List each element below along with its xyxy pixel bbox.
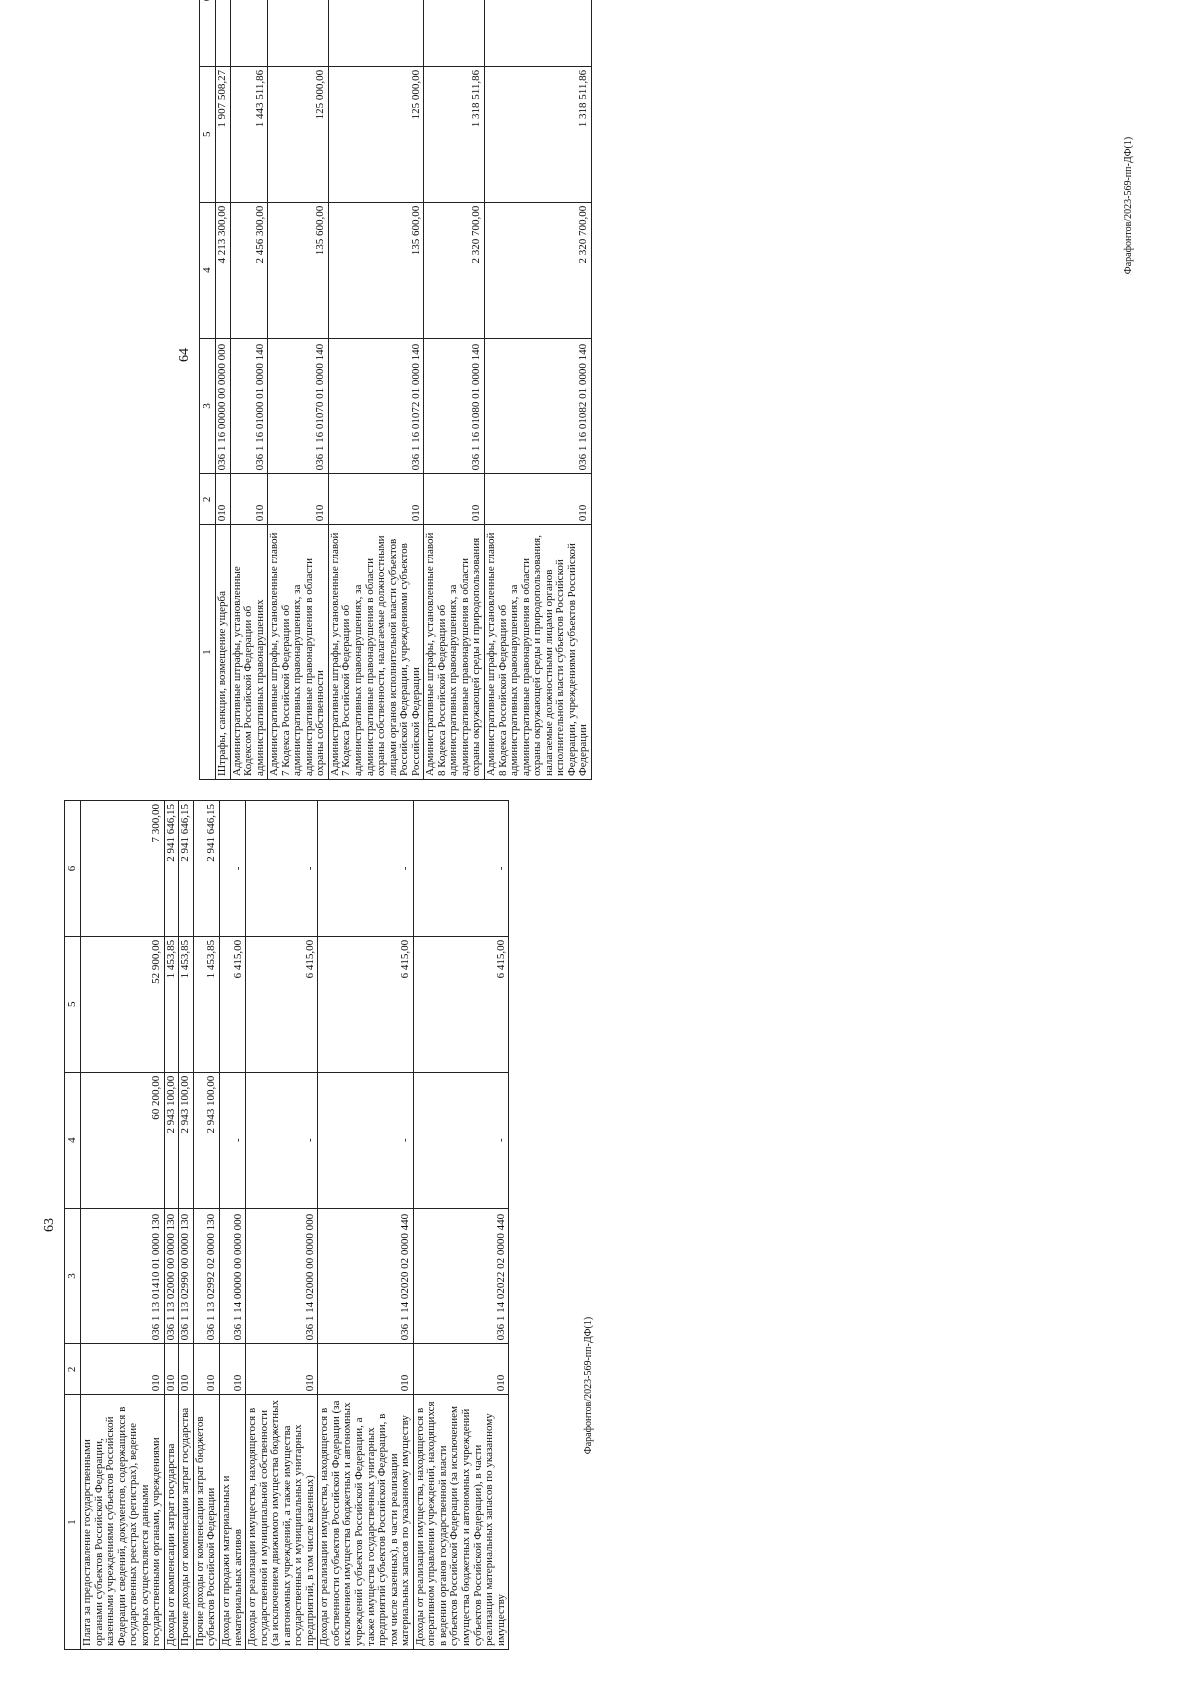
row-code-cell: 010: [268, 474, 329, 525]
row-col6-cell: -: [413, 801, 508, 937]
row-name-cell: Административные штрафы, установленные главой 8 Кодекса Российской Федерации об административных правонарушениях, за административные правонарушения в области охраны окружающей среды и природопользования, налагаемые должностными лицами органов исполнительной власти субъектов Российской Федерации, учреждениями субъектов Российской Федерации: [485, 525, 592, 780]
row-code-cell: 010: [230, 474, 268, 525]
row-name-cell: Административные штрафы, установленные Кодексом Российской Федерации об административных правонарушениях: [230, 525, 268, 780]
row-kbk-cell: 036 1 16 00000 00 0000 000: [216, 338, 231, 474]
header-cell: 5: [65, 936, 81, 1072]
budget-table-63: [64, 800, 509, 1650]
table-row: [193, 801, 219, 1650]
row-col4-cell: 2 320 700,00: [424, 202, 485, 338]
row-col4-cell: -: [413, 1072, 508, 1208]
header-cell: [200, 0, 216, 66]
row-code-cell: 010: [179, 1344, 194, 1395]
row-col6-cell: 2 941 646,15: [164, 801, 179, 937]
row-col5-cell: 1 318 511,86: [424, 66, 485, 202]
row-kbk-cell: 036 1 16 01000 01 0000 140: [230, 338, 268, 474]
row-code-cell: 010: [424, 474, 485, 525]
table-row: [328, 0, 423, 780]
row-code-cell: 010: [81, 1344, 165, 1395]
row-kbk-cell: 036 1 16 01070 01 0000 140: [268, 338, 329, 474]
row-col4-cell: -: [318, 1072, 413, 1208]
row-col5-cell: 1 443 511,86: [230, 66, 268, 202]
header-cell: 3: [200, 338, 216, 474]
table-row: [81, 801, 165, 1650]
row-code-cell: 010: [164, 1344, 179, 1395]
row-kbk-cell: 036 1 13 01410 01 0000 130: [81, 1208, 165, 1344]
row-name-cell: Административные штрафы, установленные главой 8 Кодекса Российской Федерации об административных правонарушениях, за административные правонарушения в области охраны окружающей среды и природопользования: [424, 525, 485, 780]
row-col5-cell: 6 415,00: [413, 936, 508, 1072]
header-cell: 2: [200, 474, 216, 525]
row-name-cell: Административные штрафы, установленные главой 7 Кодекса Российской Федерации об административных правонарушениях, за административные правонарушения в области охраны собственности: [268, 525, 329, 780]
row-name-cell: Плата за предоставление государственными органами субъектов Российской Федерации, казенными учреждениями субъектов Российской Федерации сведений, документов, содержащихся в государственных реестрах (регистрах), ведение которых осуществляется данными государственными органами, учреждениями: [81, 1395, 165, 1650]
row-code-cell: 010: [220, 1344, 246, 1395]
row-kbk-cell: 036 1 14 02022 02 0000 440: [413, 1208, 508, 1344]
table-row: [424, 0, 485, 780]
row-name-cell: Штрафы, санкции, возмещение ущерба: [216, 525, 231, 780]
table-row: [230, 0, 268, 780]
table-header-row: [65, 801, 81, 1650]
header-cell: 3: [65, 1208, 81, 1344]
row-col4-cell: 135 600,00: [268, 202, 329, 338]
row-col6-cell: -: [246, 801, 318, 937]
row-col4-cell: -: [220, 1072, 246, 1208]
row-col4-cell: 2 456 300,00: [230, 202, 268, 338]
footer-reference: Фарафонтов/2023-569-пп-ДФ(1): [1123, 136, 1135, 275]
row-code-cell: 010: [246, 1344, 318, 1395]
row-col5-cell: 1 907 508,27: [216, 66, 231, 202]
row-kbk-cell: 036 1 16 01080 01 0000 140: [424, 338, 485, 474]
header-cell: 5: [200, 66, 216, 202]
row-name-cell: Доходы от продажи материальных и нематериальных активов: [220, 1395, 246, 1650]
row-name-cell: Доходы от реализации имущества, находящегося в оперативном управлении учреждений, находящихся в ведении органов государственной власти субъектов Российской Федерации (за исключением имущества бюджетных и автономных учреждений субъектов Российской Федерации), в части реализации материальных запасов по указанному имуществу: [413, 1395, 508, 1650]
row-code-cell: 010: [318, 1344, 413, 1395]
row-name-cell: Прочие доходы от компенсации затрат бюджетов субъектов Российской Федерации: [193, 1395, 219, 1650]
row-kbk-cell: 036 1 13 02000 00 0000 130: [164, 1208, 179, 1344]
row-col5-cell: 1 318 511,86: [485, 66, 592, 202]
row-kbk-cell: 036 1 16 01072 01 0000 140: [328, 338, 423, 474]
page-64: [175, 0, 875, 780]
table-row: [164, 801, 179, 1650]
row-col5-cell: 1 453,85: [193, 936, 219, 1072]
row-col4-cell: 2 943 100,00: [179, 1072, 194, 1208]
row-kbk-cell: 036 1 13 02992 02 0000 130: [193, 1208, 219, 1344]
row-name-cell: Административные штрафы, установленные главой 7 Кодекса Российской Федерации об административных правонарушениях, за административные правонарушения в области охраны собственности, налагаемые должностными лицами органов исполнительной власти субъектов Российской Федерации, учреждениями субъектов Российской Федерации: [328, 525, 423, 780]
row-col4-cell: 60 200,00: [81, 1072, 165, 1208]
row-col6-cell: -: [220, 801, 246, 937]
header-cell: 4: [200, 202, 216, 338]
row-col4-cell: 2 943 100,00: [164, 1072, 179, 1208]
table-row: [268, 0, 329, 780]
row-col4-cell: 2 943 100,00: [193, 1072, 219, 1208]
header-cell: 6: [65, 801, 81, 937]
row-col5-cell: 6 415,00: [220, 936, 246, 1072]
row-code-cell: 010: [193, 1344, 219, 1395]
row-col6-cell: 7 300,00: [81, 801, 165, 937]
row-kbk-cell: 036 1 14 02020 02 0000 440: [318, 1208, 413, 1344]
row-name-cell: Доходы от реализации имущества, находящегося в собственности субъектов Российской Федерации (за исключением имущества бюджетных и автономных учреждений субъектов Российской Федерации, а также имущества государственных унитарных предприятий субъектов Российской Федерации, в том числе казенных), в части реализации материальных запасов по указанному имуществу: [318, 1395, 413, 1650]
row-col6-cell: [328, 0, 423, 66]
row-col6-cell: [230, 0, 268, 66]
row-code-cell: 010: [328, 474, 423, 525]
row-code-cell: 010: [413, 1344, 508, 1395]
page-number: 64: [177, 348, 192, 362]
row-col5-cell: 125 000,00: [268, 66, 329, 202]
row-col6-cell: 2 941 646,15: [193, 801, 219, 937]
row-code-cell: 010: [216, 474, 231, 525]
row-name-cell: Доходы от компенсации затрат государства: [164, 1395, 179, 1650]
row-col4-cell: -: [246, 1072, 318, 1208]
row-col6-cell: [485, 0, 592, 66]
row-name-cell: Прочие доходы от компенсации затрат государства: [179, 1395, 194, 1650]
page-63: [40, 800, 680, 1650]
row-col6-cell: [424, 0, 485, 66]
page-number: 63: [42, 1218, 57, 1232]
row-col6-cell: [268, 0, 329, 66]
row-kbk-cell: 036 1 14 02000 00 0000 000: [246, 1208, 318, 1344]
header-cell: 1: [200, 525, 216, 780]
row-col5-cell: 52 900,00: [81, 936, 165, 1072]
row-kbk-cell: 036 1 14 00000 00 0000 000: [220, 1208, 246, 1344]
row-col5-cell: 1 453,85: [164, 936, 179, 1072]
table-row: [216, 0, 231, 780]
row-col4-cell: 2 320 700,00: [485, 202, 592, 338]
budget-table-64: [199, 0, 592, 780]
row-col6-cell: 2 941 646,15: [179, 801, 194, 937]
table-row: [220, 801, 246, 1650]
table-row: [318, 801, 413, 1650]
row-kbk-cell: 036 1 16 01082 01 0000 140: [485, 338, 592, 474]
row-col6-cell: -: [318, 801, 413, 937]
table-row: [485, 0, 592, 780]
row-name-cell: Доходы от реализации имущества, находящегося в государственной и муниципальной собственности (за исключением движимого имущества бюджетных и автономных учреждений, а также имущества государственных и муниципальных унитарных предприятий, в том числе казенных): [246, 1395, 318, 1650]
table-row: [179, 801, 194, 1650]
row-col4-cell: 4 213 300,00: [216, 202, 231, 338]
row-col5-cell: 6 415,00: [318, 936, 413, 1072]
row-code-cell: 010: [485, 474, 592, 525]
table-header-row: [200, 0, 216, 780]
row-col5-cell: 1 453,85: [179, 936, 194, 1072]
header-cell: 4: [65, 1072, 81, 1208]
row-col4-cell: 135 600,00: [328, 202, 423, 338]
row-col5-cell: 6 415,00: [246, 936, 318, 1072]
header-cell: 1: [65, 1395, 81, 1650]
table-row: [246, 801, 318, 1650]
row-col5-cell: 125 000,00: [328, 66, 423, 202]
footer-reference: Фарафонтов/2023-569-пп-ДФ(1): [583, 1316, 595, 1455]
row-kbk-cell: 036 1 13 02990 00 0000 130: [179, 1208, 194, 1344]
table-row: [413, 801, 508, 1650]
header-cell: 2: [65, 1344, 81, 1395]
row-col6-cell: [216, 0, 231, 66]
